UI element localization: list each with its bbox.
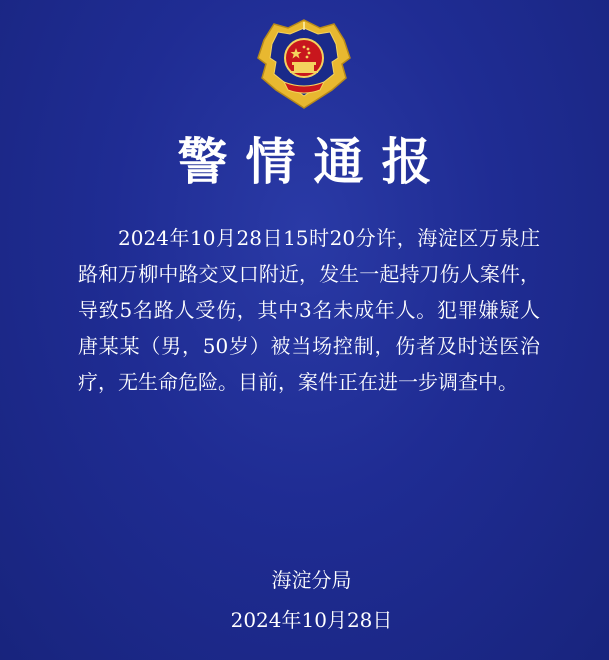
notice-title: 警情通报 bbox=[177, 133, 450, 191]
notice-body: 2024年10月28日15时20分许，海淀区万泉庄路和万柳中路交叉口附近，发生一起持刀伤人案件，导致5名路人受伤，其中3名未成年人。犯罪嫌疑人唐某某（男，50岁）被当场控制，伤者及时送医治疗，无生命危险。目前，案件正在进一步调查中。 bbox=[78, 226, 540, 394]
issue-date: 2024年10月28日 bbox=[230, 608, 393, 632]
issuer: 海淀分局 bbox=[271, 568, 352, 592]
police-badge-icon bbox=[254, 18, 354, 110]
